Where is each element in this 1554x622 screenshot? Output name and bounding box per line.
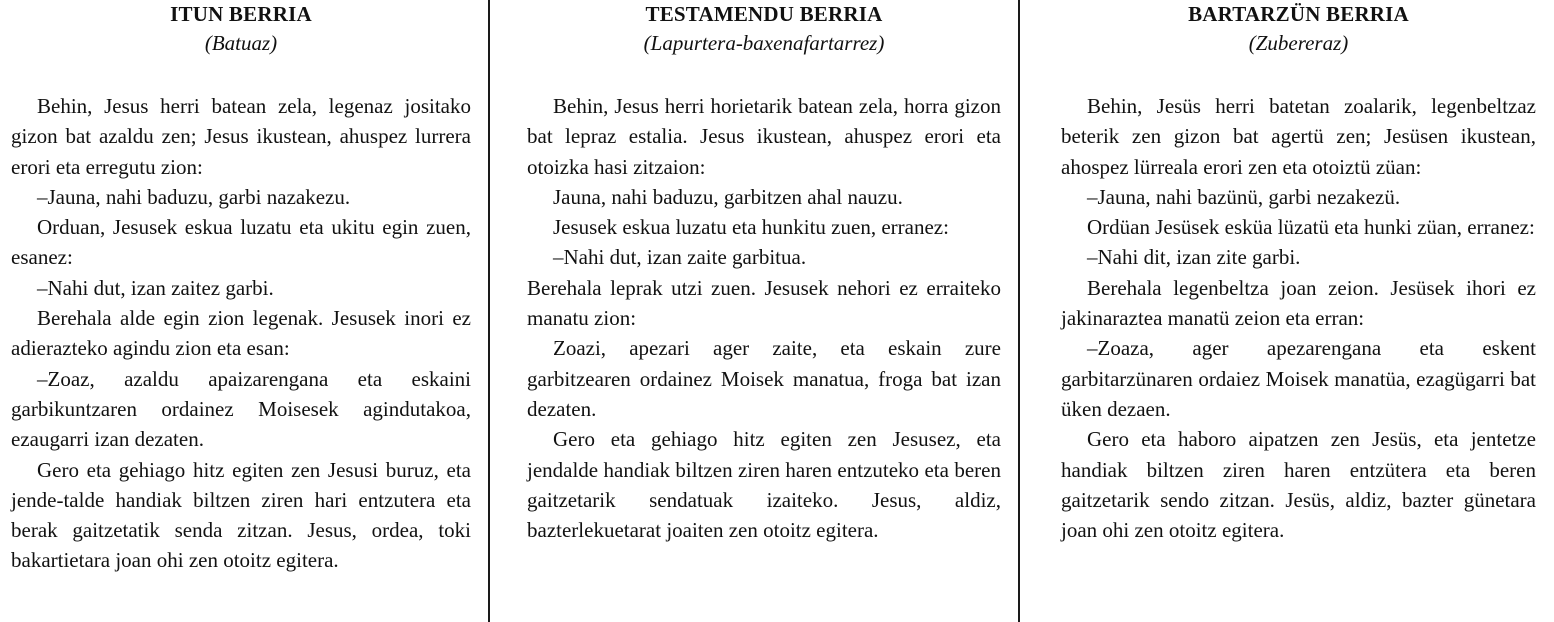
column-body — [11, 91, 471, 576]
paragraph: Jesusek eskua luzatu eta hunkitu zuen, erranez: — [553, 215, 949, 240]
paragraph: –Zoaza, ager apezarengana eta eskent garbitarzünaren ordaiez Moisek manatüa, ezagügarri bat üken dezaen. — [1061, 336, 1536, 421]
paragraph: Berehala legenbeltza joan zeion. Jesüsek ihori ez jakinaraztea manatü zeion eta erran: — [1061, 275, 1536, 331]
column-lapurtera — [489, 0, 1019, 622]
paragraph: Berehala leprak utzi zuen. Jesusek nehori ez erraiteko manatu zion: — [527, 275, 1001, 331]
paragraph: Behin, Jesus herri batean zela, legenaz jositako gizon bat azaldu zen; Jesus ikustean, ahuspez lurrera erori eta erregutu zion: — [11, 94, 471, 179]
paragraph: –Nahi dut, izan zaitez garbi. — [37, 275, 274, 300]
paragraph: Zoazi, apezari ager zaite, eta eskain zure garbitzearen ordainez Moisek manatua, froga bat izan dezaten. — [527, 336, 1001, 421]
paragraph: Ordüan Jesüsek esküa lüzatü eta hunki züan, erranez: — [1087, 215, 1535, 240]
paragraph: –Nahi dit, izan zite garbi. — [1087, 245, 1301, 270]
paragraph: Gero eta gehiago hitz egiten zen Jesusez, eta jendalde handiak biltzen ziren haren entzuteko eta beren gaitzetarik sendatuak izaiteko. Jesus, aldiz, bazterlekuetarat joaiten zen otoitz egitera. — [527, 427, 1001, 543]
column-subtitle: (Zubereraz) — [1248, 31, 1349, 55]
paragraph: –Nahi dut, izan zaite garbitua. — [553, 245, 807, 270]
paragraph: Jauna, nahi baduzu, garbitzen ahal nauzu. — [553, 184, 903, 209]
column-title: ITUN BERRIA — [170, 2, 312, 26]
column-zubereraz — [1019, 0, 1554, 622]
paragraph: Behin, Jesüs herri batetan zoalarik, legenbeltzaz beterik zen gizon bat agertü zen; Jesüsen ikustean, ahospez lürreala erori zen eta otoiztü züan: — [1061, 94, 1536, 179]
column-batua — [0, 0, 489, 622]
column-title: BARTARZÜN BERRIA — [1188, 2, 1409, 26]
column-subtitle: (Batuaz) — [204, 31, 278, 55]
column-title: TESTAMENDU BERRIA — [645, 2, 883, 26]
paragraph: Orduan, Jesusek eskua luzatu eta ukitu egin zuen, esanez: — [11, 215, 471, 270]
paragraph: Berehala alde egin zion legenak. Jesusek inori ez adierazteko agindu zion eta esan: — [11, 306, 471, 361]
paragraph: –Jauna, nahi baduzu, garbi nazakezu. — [37, 184, 351, 209]
paragraph: Gero eta gehiago hitz egiten zen Jesusi buruz, eta jende-talde handiak biltzen ziren hari entzutera eta berak gaitzetatik senda zitzan. Jesus, ordea, toki bakartietara joan ohi zen otoitz egitera. — [11, 457, 471, 573]
column-divider — [488, 0, 490, 622]
paragraph: Gero eta haboro aipatzen zen Jesüs, eta jentetze handiak biltzen ziren haren entzütera eta beren gaitzetarik sendo zitzan. Jesüs, aldiz, bazter günetara joan ohi zen otoitz egitera. — [1061, 427, 1536, 543]
column-subtitle: (Lapurtera-baxenafartarrez) — [643, 31, 885, 55]
paragraph: –Jauna, nahi bazünü, garbi nezakezü. — [1087, 184, 1401, 209]
column-body — [1061, 91, 1536, 545]
column-divider — [1018, 0, 1020, 622]
column-body — [527, 91, 1001, 545]
paragraph: Behin, Jesus herri horietarik batean zela, horra gizon bat lepraz estalia. Jesus ikustean, ahuspez erori eta otoizka hasi zitzaion: — [527, 94, 1001, 179]
paragraph: –Zoaz, azaldu apaizarengana eta eskaini garbikuntzaren ordainez Moisesek agindutakoa, ezaugarri izan dezaten. — [11, 366, 471, 452]
